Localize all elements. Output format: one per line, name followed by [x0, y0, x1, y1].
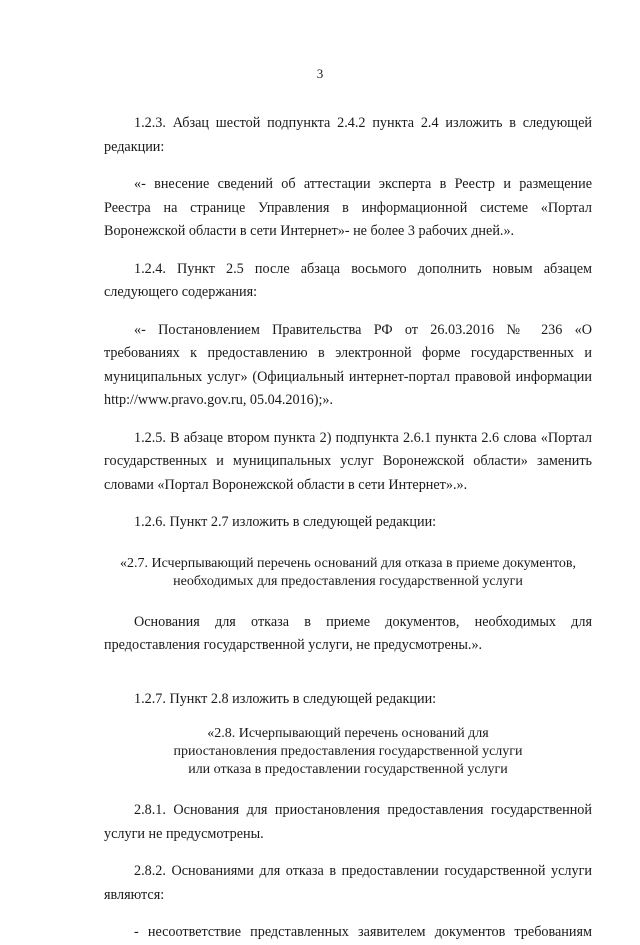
spacer: [104, 244, 592, 258]
paragraph-1-2-7: 1.2.7. Пункт 2.8 изложить в следующей редакции:: [134, 690, 437, 707]
heading-line: приостановления предоставления государственной услуги: [173, 744, 523, 759]
paragraph-2-8-2: 2.8.2. Основаниями для отказа в предоставлении государственной услуги являются:: [104, 863, 592, 903]
spacer: [104, 591, 592, 611]
heading-2-7: [104, 555, 592, 591]
spacer: [104, 535, 592, 555]
spacer: [104, 497, 592, 511]
spacer: [104, 907, 592, 921]
paragraph-1-2-4: 1.2.4. Пункт 2.5 после абзаца восьмого дополнить новым абзацем следующего содержания:: [104, 260, 592, 300]
paragraph-2-8-1: 2.8.1. Основания для приостановления предоставления государственной услуги не предусмотрены.: [104, 802, 592, 842]
heading-line: или отказа в предоставлении государственной услуги: [188, 762, 508, 777]
paragraph-quote-registry: «- внесение сведений об аттестации эксперта в Реестр и размещение Реестра на странице Управления в информационной системе «Портал Воронежской области в сети Интернет»- не более 3 рабочих дней.».: [104, 176, 592, 239]
spacer: [104, 413, 592, 427]
heading-line: «2.8. Исчерпывающий перечень оснований для: [207, 726, 489, 741]
spacer: [104, 846, 592, 860]
paragraph-2-7-body: Основания для отказа в приеме документов, необходимых для предоставления государственной услуги, не предусмотрены.».: [104, 613, 592, 653]
paragraph-quote-decree: «- Постановлением Правительства РФ от 26.03.2016 № 236 «О требованиях к предоставлению в электронной форме государственных и муниципальных услуг» (Официальный интернет-портал правовой информации http://www.pravo.gov.ru, 05.04.2016);».: [104, 321, 592, 408]
heading-line: необходимых для предоставления государственной услуги: [173, 573, 523, 589]
spacer: [104, 305, 592, 319]
heading-line: «2.7. Исчерпывающий перечень оснований для отказа в приеме документов,: [120, 555, 576, 571]
paragraph-1-2-6: 1.2.6. Пункт 2.7 изложить в следующей редакции:: [134, 514, 437, 530]
spacer: [104, 159, 592, 173]
paragraph-list-item: - несоответствие представленных заявителем документов требованиям: [134, 924, 592, 940]
document-body: [104, 112, 592, 945]
heading-2-8: [104, 725, 592, 779]
paragraph-1-2-3: 1.2.3. Абзац шестой подпункта 2.4.2 пункта 2.4 изложить в следующей редакции:: [104, 115, 592, 155]
spacer: [104, 658, 592, 688]
paragraph-1-2-5: 1.2.5. В абзаце втором пункта 2) подпункта 2.6.1 пункта 2.6 слова «Портал государственных и муниципальных услуг Воронежской области» заменить словами «Портал Воронежской области в сети Интернет».».: [104, 429, 592, 493]
spacer: [104, 711, 592, 725]
spacer: [104, 779, 592, 799]
page-number: 3: [316, 66, 324, 81]
